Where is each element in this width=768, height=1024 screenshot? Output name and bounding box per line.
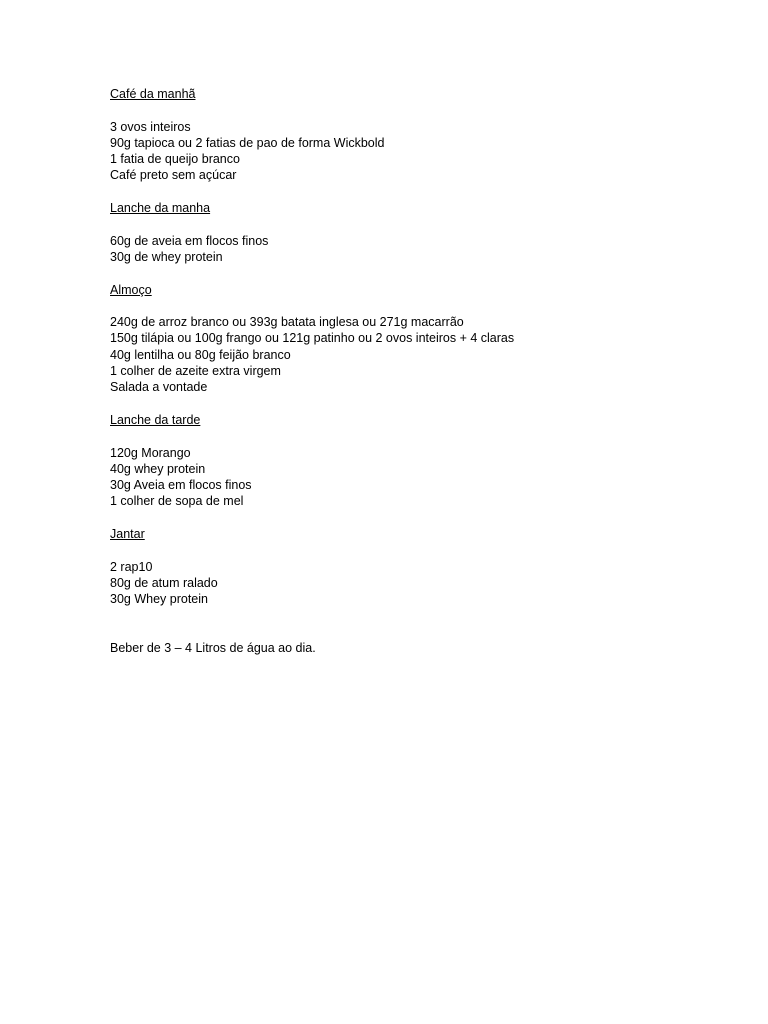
meal-item-list bbox=[110, 559, 710, 608]
blank-line bbox=[110, 542, 710, 558]
blank-line bbox=[110, 102, 710, 118]
blank-line bbox=[110, 510, 710, 526]
list-item: 240g de arroz branco ou 393g batata inglesa ou 271g macarrão bbox=[110, 315, 464, 330]
list-item: 40g whey protein bbox=[110, 461, 206, 476]
meal-section-lunch bbox=[110, 282, 710, 412]
list-item: 3 ovos inteiros bbox=[110, 119, 191, 134]
list-item: 30g Whey protein bbox=[110, 592, 208, 607]
meal-section-breakfast bbox=[110, 86, 710, 200]
section-title: Lanche da manha bbox=[110, 201, 211, 216]
blank-line bbox=[110, 608, 710, 641]
list-item: 2 rap10 bbox=[110, 559, 153, 574]
document-page bbox=[110, 86, 710, 656]
meal-section-dinner bbox=[110, 526, 710, 607]
section-title: Lanche da tarde bbox=[110, 412, 201, 427]
list-item: 90g tapioca ou 2 fatias de pao de forma Wickbold bbox=[110, 135, 385, 150]
meal-item-list bbox=[110, 445, 710, 510]
blank-line bbox=[110, 396, 710, 412]
section-title: Café da manhã bbox=[110, 87, 196, 101]
meal-section-afternoon-snack bbox=[110, 412, 710, 526]
blank-line bbox=[110, 428, 710, 444]
meal-item-list bbox=[110, 314, 710, 395]
list-item: Café preto sem açúcar bbox=[110, 168, 237, 183]
meal-item-list bbox=[110, 233, 710, 266]
blank-line bbox=[110, 184, 710, 200]
list-item: 40g lentilha ou 80g feijão branco bbox=[110, 347, 291, 362]
list-item: 30g de whey protein bbox=[110, 249, 223, 264]
list-item: 80g de atum ralado bbox=[110, 575, 218, 590]
list-item: 1 colher de azeite extra virgem bbox=[110, 364, 281, 379]
section-title: Jantar bbox=[110, 527, 145, 542]
blank-line bbox=[110, 216, 710, 232]
blank-line bbox=[110, 265, 710, 281]
list-item: Salada a vontade bbox=[110, 380, 208, 395]
section-title: Almoço bbox=[110, 282, 152, 297]
list-item: 1 fatia de queijo branco bbox=[110, 152, 240, 167]
list-item: 1 colher de sopa de mel bbox=[110, 494, 244, 509]
list-item: 30g Aveia em flocos finos bbox=[110, 478, 252, 493]
list-item: 120g Morango bbox=[110, 445, 191, 460]
blank-line bbox=[110, 298, 710, 314]
meal-section-morning-snack bbox=[110, 200, 710, 281]
list-item: 60g de aveia em flocos finos bbox=[110, 233, 269, 248]
water-note: Beber de 3 – 4 Litros de água ao dia. bbox=[110, 641, 316, 656]
meal-item-list bbox=[110, 119, 710, 184]
list-item: 150g tilápia ou 100g frango ou 121g patinho ou 2 ovos inteiros + 4 claras bbox=[110, 331, 515, 346]
